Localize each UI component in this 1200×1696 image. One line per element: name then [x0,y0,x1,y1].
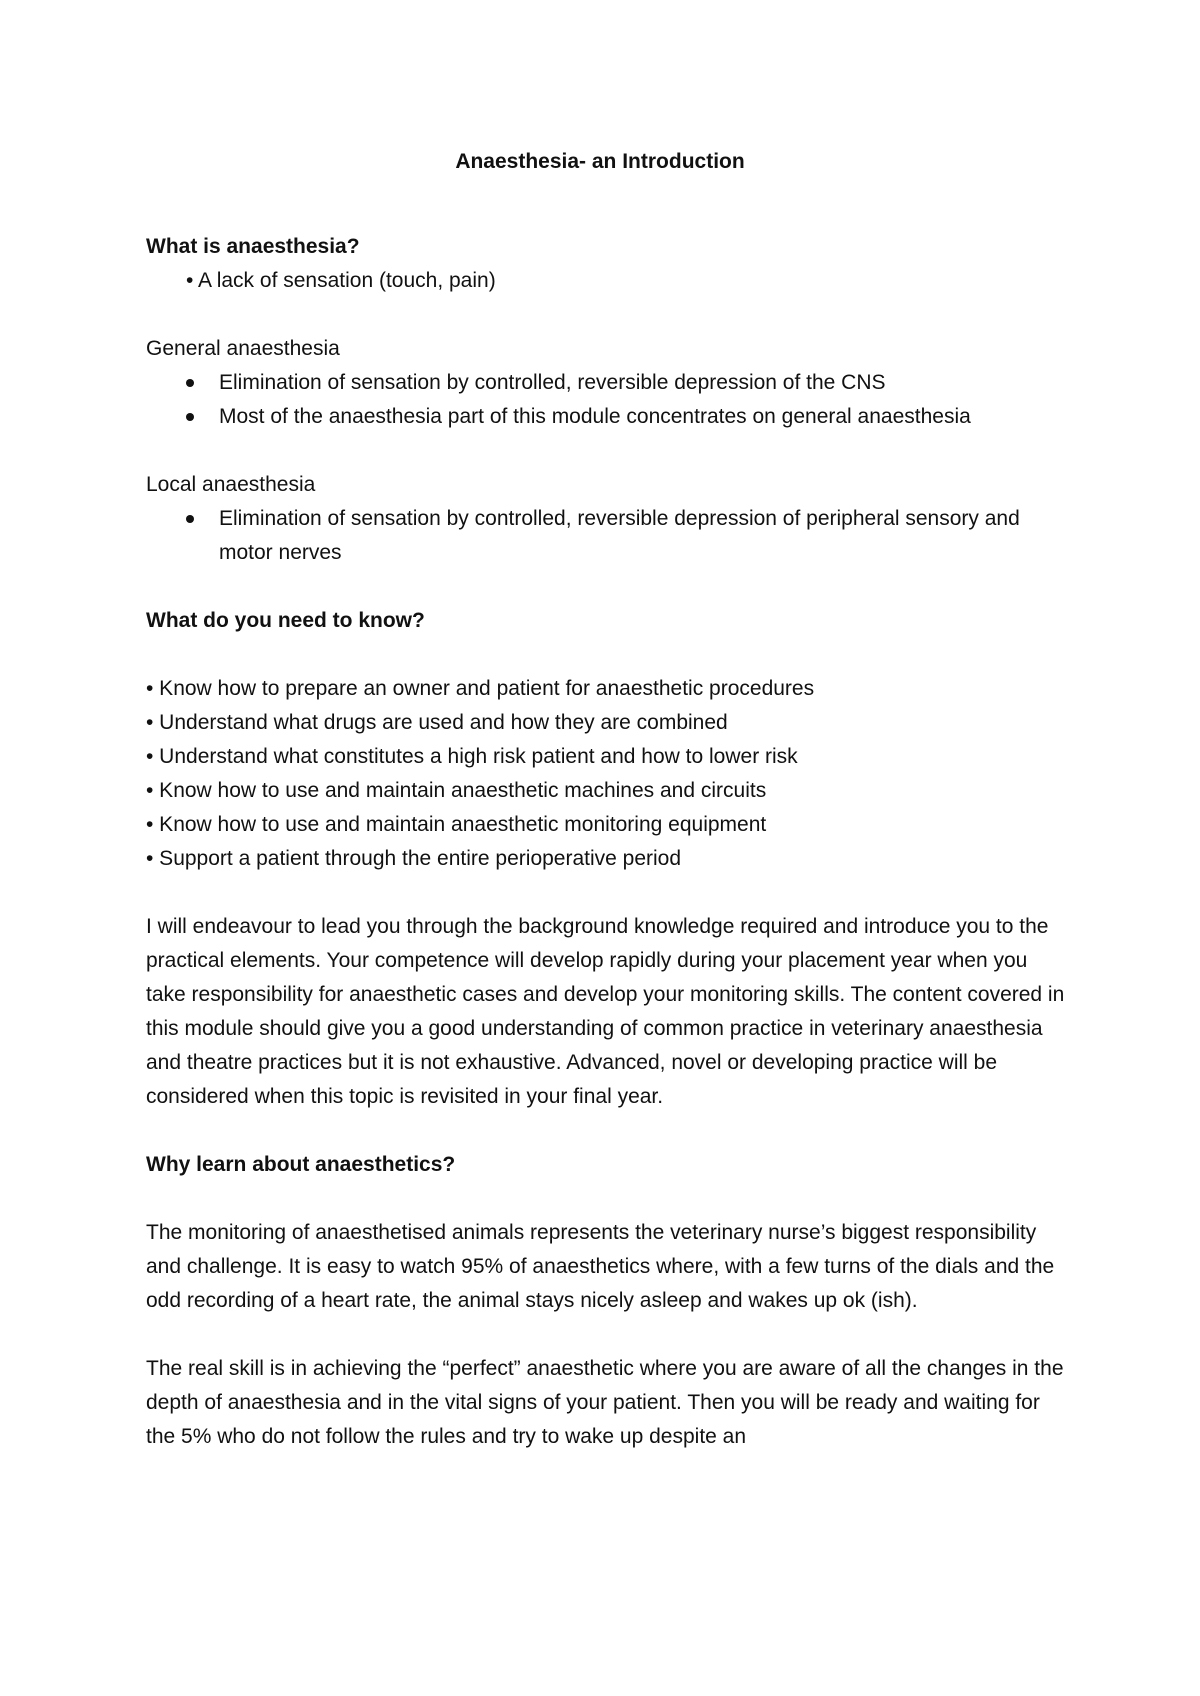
why-learn-paragraph-1: The monitoring of anaesthetised animals represents the veterinary nurse’s biggest responsibility and challenge. It is easy to watch 95% of anaesthetics where, with a few turns of the dials and the odd recording of a heart rate, the animal stays nicely asleep and wakes up ok (ish). [146,1221,1055,1312]
document-title: Anaesthesia- an Introduction [455,150,745,173]
list-item: Elimination of sensation by controlled, reversible depression of peripheral sensory and motor nerves [146,502,1066,570]
spacer [146,1114,1066,1148]
bullet-icon [186,515,194,523]
section-heading-why-learn: Why learn about anaesthetics? [146,1153,456,1176]
local-list [146,502,1066,570]
list-item: • Know how to use and maintain anaesthetic machines and circuits [146,779,767,802]
list-item: • Understand what constitutes a high risk patient and how to lower risk [146,745,798,768]
list-item: • Understand what drugs are used and how they are combined [146,711,728,734]
intro-paragraph: I will endeavour to lead you through the background knowledge required and introduce you to the practical elements. Your competence will develop rapidly during your placement year when you take responsibility for anaesthetic cases and develop your monitoring skills. The content covered in this module should give you a good understanding of common practice in veterinary anaesthesia and theatre practices but it is not exhaustive. Advanced, novel or developing practice will be considered when this topic is revisited in your final year. [146,915,1065,1108]
document-body [146,230,1066,1454]
bullet-icon [186,413,194,421]
section-heading-local: Local anaesthesia [146,473,316,496]
general-list [146,366,1066,434]
spacer [146,570,1066,604]
what-is-bullet: • A lack of sensation (touch, pain) [186,269,496,292]
bullet-icon [186,379,194,387]
spacer [146,1182,1066,1216]
list-item: • Know how to prepare an owner and patient for anaesthetic procedures [146,677,815,700]
list-item: • Support a patient through the entire perioperative period [146,847,682,870]
section-heading-what-is: What is anaesthesia? [146,235,360,258]
spacer [146,434,1066,468]
list-item: Most of the anaesthesia part of this module concentrates on general anaesthesia [146,400,1066,434]
section-heading-need-to-know: What do you need to know? [146,609,425,632]
need-to-know-list [146,672,1066,876]
spacer [146,876,1066,910]
why-learn-paragraph-2: The real skill is in achieving the “perfect” anaesthetic where you are aware of all the changes in the depth of anaesthesia and in the vital signs of your patient. Then you will be ready and waiting for the 5% who do not follow the rules and try to wake up despite an [146,1357,1064,1448]
section-heading-general: General anaesthesia [146,337,340,360]
spacer [146,1318,1066,1352]
list-item: Elimination of sensation by controlled, reversible depression of the CNS [146,366,1066,400]
list-item: • Know how to use and maintain anaesthetic monitoring equipment [146,813,767,836]
spacer [146,638,1066,672]
spacer [146,298,1066,332]
